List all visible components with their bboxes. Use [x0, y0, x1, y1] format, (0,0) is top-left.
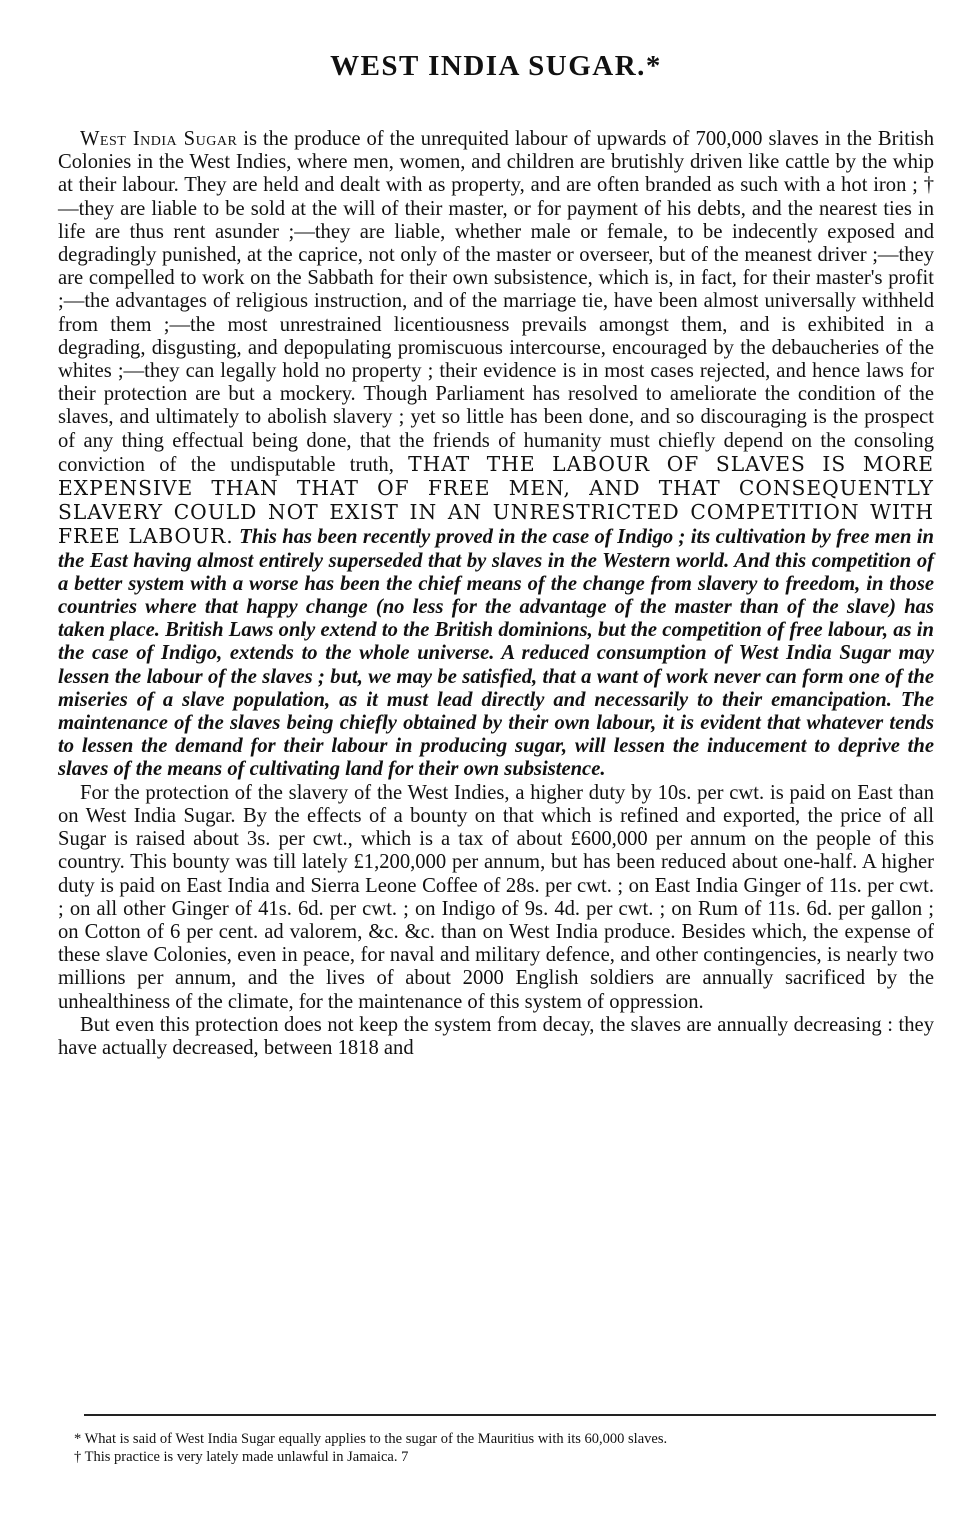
footnote-dagger: † This practice is very lately made unlawful in Jamaica. 7	[74, 1449, 409, 1465]
paragraph-1-caps-statement: THAT THE LABOUR OF SLAVES IS MORE EXPENSIVE THAN THAT OF FREE MEN, AND THAT CONSEQUENTLY SLAVERY COULD NOT EXIST IN AN UNRESTRICTED COMPETITION WITH FREE LABOUR.	[58, 451, 934, 549]
paragraph-2: For the protection of the slavery of the West Indies, a higher duty by 10s. per cwt. is paid on East than on West India Sugar. By the effects of a bounty on that which is refined and exported, the price of all Sugar is raised about 3s. per cwt., which is a tax of about £600,000 per annum on the people of this country. This bounty was till lately £1,200,000 per annum, but has been reduced about one-half. A higher duty is paid on East India and Sierra Leone Coffee of 28s. per cwt. ; on East India Ginger of 11s. per cwt. ; on all other Ginger of 41s. 6d. per cwt. ; on Indigo of 9s. 4d. per cwt. ; on Rum of 11s. 6d. per gallon ; on Cotton of 6 per cent. ad valorem, &c. &c. than on West India produce. Besides which, the expense of these slave Colonies, even in peace, for naval and military defence, and other contingencies, is nearly two millions per annum, and the lives of about 2000 English soldiers are annually sacrificed by the unhealthiness of the climate, for the maintenance of this system of oppression.	[58, 781, 934, 1013]
paragraph-1	[58, 128, 934, 782]
footnote-divider	[84, 1414, 936, 1416]
paragraph-1-lead: West India Sugar	[80, 128, 238, 150]
paragraph-3: But even this protection does not keep the system from decay, the slaves are annually decreasing : they have actually decreased, between 1818 and	[58, 1013, 934, 1059]
footnotes	[74, 1430, 934, 1466]
page-body	[58, 48, 934, 1060]
page-title: WEST INDIA SUGAR.*	[330, 50, 662, 82]
paragraph-1-italic-passage: This has been recently proved in the case of Indigo ; its cultivation by free men in the East having almost entirely superseded that by slaves in the Western world. And this competition of a better system with a worse has been the chief means of the change from slavery to freedom, in those countries where that happy change (no less for the advantage of the master than of the slave) has taken place. British Laws only extend to the British dominions, but the competition of free labour, as in the case of Indigo, extends to the whole universe. A reduced consumption of West India Sugar may lessen the labour of the slaves ; but, we may be satisfied, that a want of work never can form one of the miseries of a slave population, as it must lead directly and necessarily to their emancipation. The maintenance of the slaves being chiefly obtained by their own labour, it is evident that whatever tends to lessen the demand for their labour in producing sugar, will lessen the inducement to deprive the slaves of the means of cultivating land for their own subsistence.	[58, 526, 934, 781]
paragraph-1-text: is the produce of the unrequited labour of upwards of 700,000 slaves in the British Colonies in the West Indies, where men, women, and children are brutishly driven like cattle by the whip at their labour. They are held and dealt with as property, and are often branded as such with a hot iron ; †—they are liable to be sold at the will of their master, or for payment of his debts, and the nearest ties in life are thus rent asunder ;—they are liable, whether male or female, to be indecently exposed and degradingly punished, at the caprice, not only of the master or overseer, but of the meanest driver ;—they are compelled to work on the Sabbath for their own subsistence, which is, in fact, for their master's profit ;—the advantages of religious instruction, and of the marriage tie, have been almost universally withheld from them ;—the most unrestrained licentiousness prevails amongst them, and is exhibited in a degrading, disgusting, and depopulating promiscuous intercourse, encouraged by the debaucheries of the whites ;—they can legally hold no property ; their evidence is in most cases rejected, and hence laws for their protection are but a mockery. Though Parliament has resolved to ameliorate the condition of the slaves, and ultimately to abolish slavery ; yet so little has been done, and so discouraging is the prospect of any thing effectual being done, that the friends of humanity must chiefly depend on the consoling conviction of the undisputable truth,	[58, 128, 934, 476]
footnote-asterisk: * What is said of West India Sugar equally applies to the sugar of the Mauritius with its 60,000 slaves.	[74, 1431, 668, 1447]
